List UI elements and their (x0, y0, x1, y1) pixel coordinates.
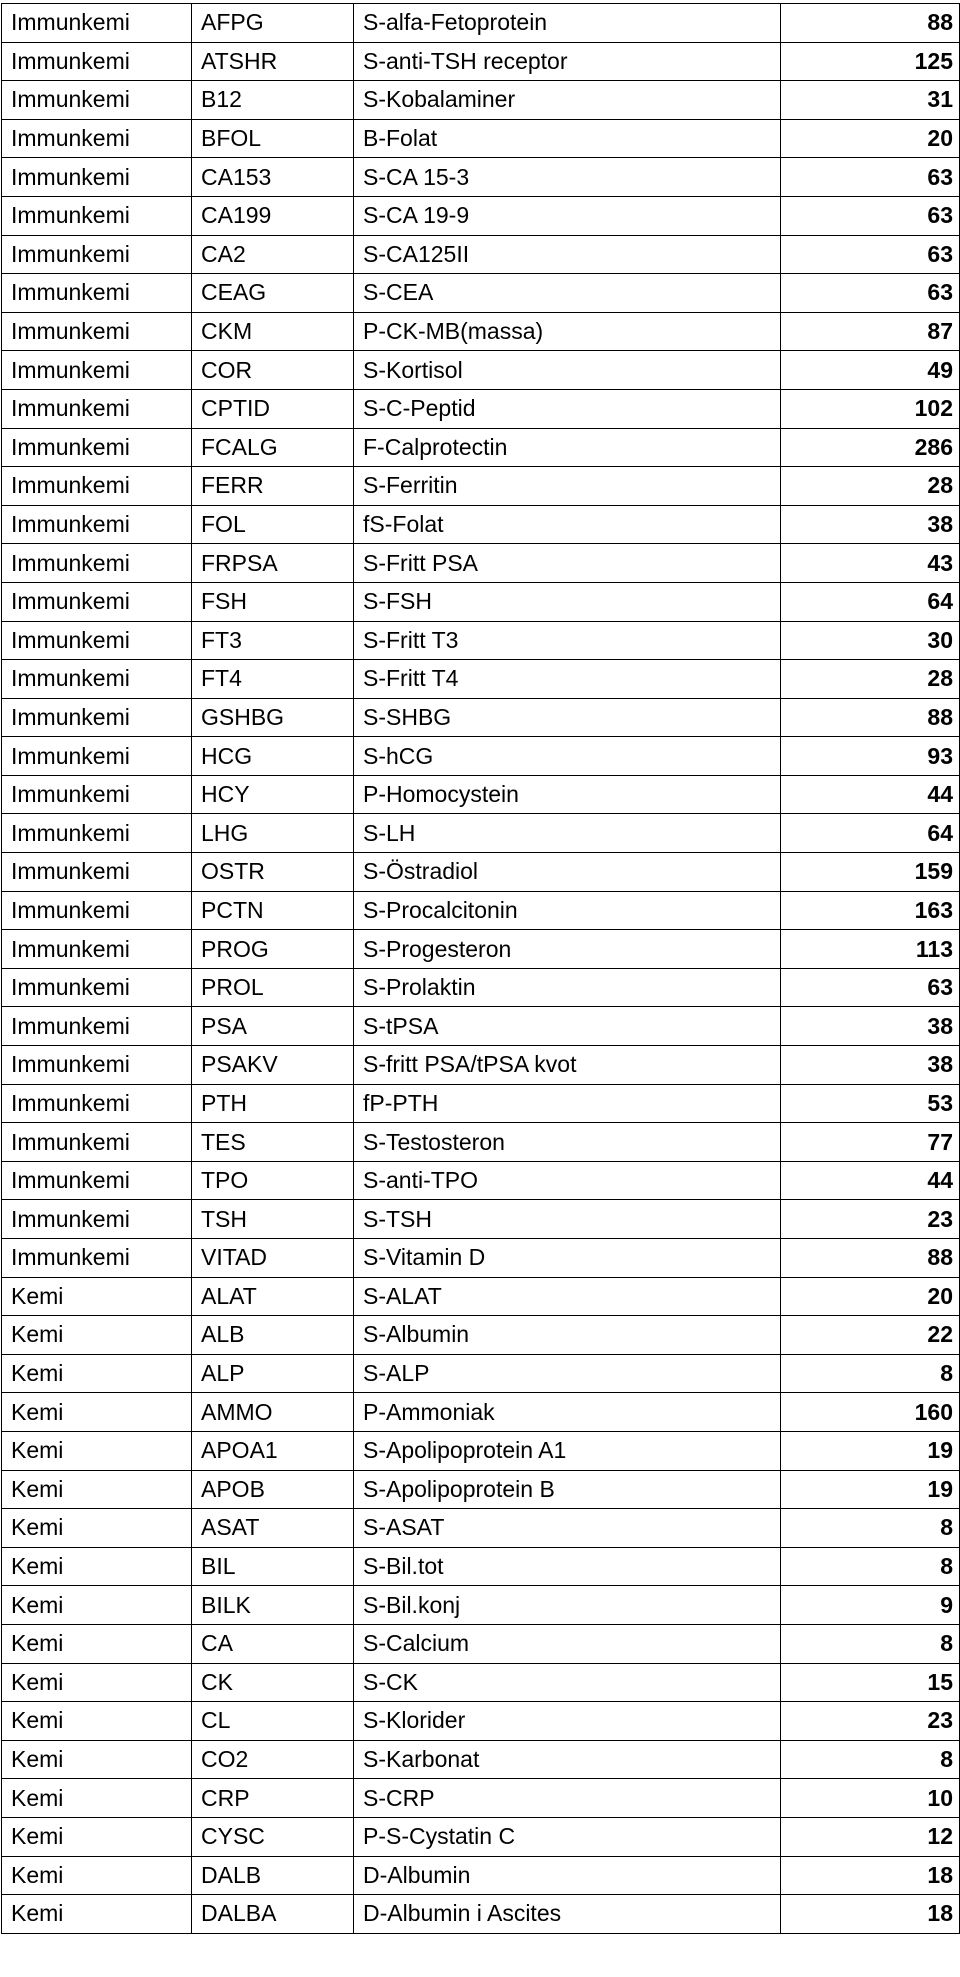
cell-count: 38 (781, 1046, 960, 1085)
cell-code: CKM (192, 312, 354, 351)
cell-area: Immunkemi (2, 505, 192, 544)
table-row (2, 1856, 960, 1895)
cell-description: S-Vitamin D (354, 1239, 781, 1278)
table-row (2, 1509, 960, 1548)
cell-area: Kemi (2, 1431, 192, 1470)
cell-code: PROL (192, 968, 354, 1007)
cell-area: Immunkemi (2, 853, 192, 892)
cell-code: B12 (192, 81, 354, 120)
cell-area: Kemi (2, 1354, 192, 1393)
cell-code: ASAT (192, 1509, 354, 1548)
table-row (2, 428, 960, 467)
cell-code: TES (192, 1123, 354, 1162)
cell-code: DALB (192, 1856, 354, 1895)
cell-code: TPO (192, 1161, 354, 1200)
cell-description: S-fritt PSA/tPSA kvot (354, 1046, 781, 1085)
cell-description: S-TSH (354, 1200, 781, 1239)
table-row (2, 1817, 960, 1856)
cell-description: S-anti-TPO (354, 1161, 781, 1200)
cell-code: ALP (192, 1354, 354, 1393)
cell-code: APOA1 (192, 1431, 354, 1470)
cell-code: FT4 (192, 660, 354, 699)
cell-area: Kemi (2, 1277, 192, 1316)
cell-description: S-CEA (354, 274, 781, 313)
table-row (2, 4, 960, 43)
table-row (2, 1046, 960, 1085)
cell-area: Immunkemi (2, 389, 192, 428)
cell-code: CA199 (192, 196, 354, 235)
cell-description: S-Kobalaminer (354, 81, 781, 120)
table-row (2, 1740, 960, 1779)
cell-area: Immunkemi (2, 42, 192, 81)
cell-description: S-Kortisol (354, 351, 781, 390)
cell-area: Immunkemi (2, 968, 192, 1007)
cell-description: S-Klorider (354, 1702, 781, 1741)
cell-code: FOL (192, 505, 354, 544)
cell-description: F-Calprotectin (354, 428, 781, 467)
cell-area: Kemi (2, 1779, 192, 1818)
cell-area: Immunkemi (2, 930, 192, 969)
cell-count: 77 (781, 1123, 960, 1162)
table-row (2, 660, 960, 699)
cell-description: D-Albumin i Ascites (354, 1895, 781, 1934)
cell-code: FSH (192, 582, 354, 621)
cell-description: S-CA 15-3 (354, 158, 781, 197)
table-row (2, 1277, 960, 1316)
cell-area: Kemi (2, 1895, 192, 1934)
table-row (2, 698, 960, 737)
cell-code: PROG (192, 930, 354, 969)
cell-area: Kemi (2, 1702, 192, 1741)
cell-description: S-Ferritin (354, 467, 781, 506)
cell-description: S-Östradiol (354, 853, 781, 892)
cell-area: Kemi (2, 1470, 192, 1509)
cell-description: S-anti-TSH receptor (354, 42, 781, 81)
cell-code: DALBA (192, 1895, 354, 1934)
cell-count: 38 (781, 505, 960, 544)
cell-count: 125 (781, 42, 960, 81)
cell-count: 9 (781, 1586, 960, 1625)
table-row (2, 119, 960, 158)
table-row (2, 930, 960, 969)
cell-description: S-ASAT (354, 1509, 781, 1548)
cell-description: S-Procalcitonin (354, 891, 781, 930)
cell-area: Immunkemi (2, 1123, 192, 1162)
cell-area: Immunkemi (2, 158, 192, 197)
cell-count: 20 (781, 119, 960, 158)
cell-description: P-Homocystein (354, 775, 781, 814)
table-row (2, 1084, 960, 1123)
cell-code: ATSHR (192, 42, 354, 81)
cell-area: Immunkemi (2, 274, 192, 313)
cell-code: CEAG (192, 274, 354, 313)
table-row (2, 312, 960, 351)
table-row (2, 968, 960, 1007)
cell-count: 8 (781, 1354, 960, 1393)
cell-count: 63 (781, 274, 960, 313)
cell-description: S-Progesteron (354, 930, 781, 969)
cell-description: S-Bil.tot (354, 1547, 781, 1586)
cell-description: S-CA125II (354, 235, 781, 274)
cell-count: 63 (781, 968, 960, 1007)
cell-code: PSAKV (192, 1046, 354, 1085)
cell-code: BFOL (192, 119, 354, 158)
cell-count: 19 (781, 1431, 960, 1470)
cell-code: GSHBG (192, 698, 354, 737)
cell-count: 160 (781, 1393, 960, 1432)
cell-description: S-Fritt PSA (354, 544, 781, 583)
cell-count: 64 (781, 582, 960, 621)
table-row (2, 1316, 960, 1355)
cell-description: S-tPSA (354, 1007, 781, 1046)
cell-count: 44 (781, 1161, 960, 1200)
cell-count: 44 (781, 775, 960, 814)
cell-count: 10 (781, 1779, 960, 1818)
table-row (2, 1239, 960, 1278)
table-row (2, 1123, 960, 1162)
table-row (2, 814, 960, 853)
cell-area: Kemi (2, 1509, 192, 1548)
table-row (2, 389, 960, 428)
cell-code: APOB (192, 1470, 354, 1509)
table-row (2, 582, 960, 621)
cell-description: S-Bil.konj (354, 1586, 781, 1625)
table-row (2, 1007, 960, 1046)
cell-count: 88 (781, 1239, 960, 1278)
cell-count: 31 (781, 81, 960, 120)
cell-count: 93 (781, 737, 960, 776)
cell-area: Kemi (2, 1856, 192, 1895)
cell-count: 22 (781, 1316, 960, 1355)
cell-count: 286 (781, 428, 960, 467)
cell-count: 28 (781, 660, 960, 699)
cell-description: S-CK (354, 1663, 781, 1702)
cell-area: Immunkemi (2, 428, 192, 467)
cell-description: B-Folat (354, 119, 781, 158)
cell-count: 38 (781, 1007, 960, 1046)
cell-code: BIL (192, 1547, 354, 1586)
cell-count: 8 (781, 1740, 960, 1779)
cell-area: Kemi (2, 1663, 192, 1702)
cell-count: 63 (781, 196, 960, 235)
cell-count: 43 (781, 544, 960, 583)
cell-code: CA153 (192, 158, 354, 197)
cell-area: Immunkemi (2, 351, 192, 390)
cell-area: Immunkemi (2, 467, 192, 506)
cell-code: FCALG (192, 428, 354, 467)
cell-description: S-ALP (354, 1354, 781, 1393)
cell-area: Kemi (2, 1740, 192, 1779)
cell-code: TSH (192, 1200, 354, 1239)
table-row (2, 775, 960, 814)
cell-code: CRP (192, 1779, 354, 1818)
table-row (2, 1200, 960, 1239)
cell-count: 63 (781, 235, 960, 274)
cell-code: HCY (192, 775, 354, 814)
cell-code: FRPSA (192, 544, 354, 583)
table-row (2, 1393, 960, 1432)
table-row (2, 81, 960, 120)
cell-description: S-FSH (354, 582, 781, 621)
cell-description: S-Albumin (354, 1316, 781, 1355)
cell-description: S-LH (354, 814, 781, 853)
cell-area: Immunkemi (2, 235, 192, 274)
cell-area: Kemi (2, 1393, 192, 1432)
cell-count: 88 (781, 4, 960, 43)
cell-count: 20 (781, 1277, 960, 1316)
cell-count: 23 (781, 1702, 960, 1741)
cell-area: Immunkemi (2, 775, 192, 814)
cell-description: S-CA 19-9 (354, 196, 781, 235)
cell-count: 113 (781, 930, 960, 969)
cell-area: Immunkemi (2, 1046, 192, 1085)
cell-description: P-S-Cystatin C (354, 1817, 781, 1856)
cell-code: CA (192, 1624, 354, 1663)
cell-code: CL (192, 1702, 354, 1741)
cell-description: fS-Folat (354, 505, 781, 544)
table-row (2, 1354, 960, 1393)
table-row (2, 891, 960, 930)
cell-description: P-Ammoniak (354, 1393, 781, 1432)
table-row (2, 1895, 960, 1934)
cell-area: Immunkemi (2, 660, 192, 699)
cell-count: 49 (781, 351, 960, 390)
table-row (2, 42, 960, 81)
cell-description: S-CRP (354, 1779, 781, 1818)
cell-code: CYSC (192, 1817, 354, 1856)
cell-area: Immunkemi (2, 119, 192, 158)
cell-count: 18 (781, 1856, 960, 1895)
cell-code: CK (192, 1663, 354, 1702)
cell-count: 163 (781, 891, 960, 930)
cell-code: CA2 (192, 235, 354, 274)
cell-description: S-Prolaktin (354, 968, 781, 1007)
cell-code: COR (192, 351, 354, 390)
cell-description: S-Apolipoprotein A1 (354, 1431, 781, 1470)
cell-count: 19 (781, 1470, 960, 1509)
table-row (2, 467, 960, 506)
cell-description: fP-PTH (354, 1084, 781, 1123)
cell-area: Immunkemi (2, 582, 192, 621)
cell-description: S-Fritt T4 (354, 660, 781, 699)
cell-count: 8 (781, 1547, 960, 1586)
cell-code: VITAD (192, 1239, 354, 1278)
cell-code: OSTR (192, 853, 354, 892)
cell-code: FERR (192, 467, 354, 506)
cell-count: 87 (781, 312, 960, 351)
cell-description: S-Fritt T3 (354, 621, 781, 660)
cell-area: Kemi (2, 1547, 192, 1586)
table-row (2, 1663, 960, 1702)
cell-count: 30 (781, 621, 960, 660)
cell-code: PTH (192, 1084, 354, 1123)
cell-area: Immunkemi (2, 81, 192, 120)
cell-area: Immunkemi (2, 1084, 192, 1123)
cell-description: S-ALAT (354, 1277, 781, 1316)
cell-count: 15 (781, 1663, 960, 1702)
table-row (2, 505, 960, 544)
cell-description: S-Calcium (354, 1624, 781, 1663)
cell-area: Immunkemi (2, 196, 192, 235)
cell-description: S-alfa-Fetoprotein (354, 4, 781, 43)
cell-code: CPTID (192, 389, 354, 428)
table-row (2, 158, 960, 197)
cell-count: 8 (781, 1624, 960, 1663)
table-row (2, 1702, 960, 1741)
cell-code: CO2 (192, 1740, 354, 1779)
cell-code: AMMO (192, 1393, 354, 1432)
table-body (2, 4, 960, 1934)
cell-area: Immunkemi (2, 1239, 192, 1278)
cell-count: 88 (781, 698, 960, 737)
cell-area: Immunkemi (2, 4, 192, 43)
table-row (2, 235, 960, 274)
table-row (2, 1624, 960, 1663)
cell-code: ALB (192, 1316, 354, 1355)
cell-count: 12 (781, 1817, 960, 1856)
cell-description: S-Karbonat (354, 1740, 781, 1779)
cell-area: Immunkemi (2, 737, 192, 776)
table-row (2, 351, 960, 390)
cell-code: BILK (192, 1586, 354, 1625)
table-row (2, 621, 960, 660)
cell-count: 28 (781, 467, 960, 506)
cell-code: PSA (192, 1007, 354, 1046)
cell-description: S-C-Peptid (354, 389, 781, 428)
table-row (2, 1547, 960, 1586)
cell-description: S-hCG (354, 737, 781, 776)
cell-area: Kemi (2, 1624, 192, 1663)
table-row (2, 853, 960, 892)
cell-area: Immunkemi (2, 814, 192, 853)
cell-area: Kemi (2, 1316, 192, 1355)
table-row (2, 544, 960, 583)
cell-code: AFPG (192, 4, 354, 43)
cell-count: 8 (781, 1509, 960, 1548)
table-row (2, 1586, 960, 1625)
cell-count: 159 (781, 853, 960, 892)
cell-description: D-Albumin (354, 1856, 781, 1895)
cell-count: 23 (781, 1200, 960, 1239)
cell-description: S-Apolipoprotein B (354, 1470, 781, 1509)
table-row (2, 737, 960, 776)
table-row (2, 274, 960, 313)
table-row (2, 1779, 960, 1818)
table-row (2, 1161, 960, 1200)
table-row (2, 196, 960, 235)
cell-count: 18 (781, 1895, 960, 1934)
cell-area: Kemi (2, 1817, 192, 1856)
cell-code: FT3 (192, 621, 354, 660)
cell-code: HCG (192, 737, 354, 776)
cell-area: Immunkemi (2, 621, 192, 660)
cell-code: ALAT (192, 1277, 354, 1316)
analysis-table (1, 3, 960, 1934)
cell-area: Kemi (2, 1586, 192, 1625)
cell-code: LHG (192, 814, 354, 853)
table-row (2, 1431, 960, 1470)
cell-area: Immunkemi (2, 544, 192, 583)
cell-area: Immunkemi (2, 1161, 192, 1200)
cell-description: S-Testosteron (354, 1123, 781, 1162)
cell-count: 63 (781, 158, 960, 197)
cell-area: Immunkemi (2, 698, 192, 737)
cell-description: S-SHBG (354, 698, 781, 737)
cell-area: Immunkemi (2, 1007, 192, 1046)
cell-count: 53 (781, 1084, 960, 1123)
cell-area: Immunkemi (2, 891, 192, 930)
cell-description: P-CK-MB(massa) (354, 312, 781, 351)
cell-count: 64 (781, 814, 960, 853)
cell-area: Immunkemi (2, 312, 192, 351)
cell-area: Immunkemi (2, 1200, 192, 1239)
cell-count: 102 (781, 389, 960, 428)
table-row (2, 1470, 960, 1509)
cell-code: PCTN (192, 891, 354, 930)
